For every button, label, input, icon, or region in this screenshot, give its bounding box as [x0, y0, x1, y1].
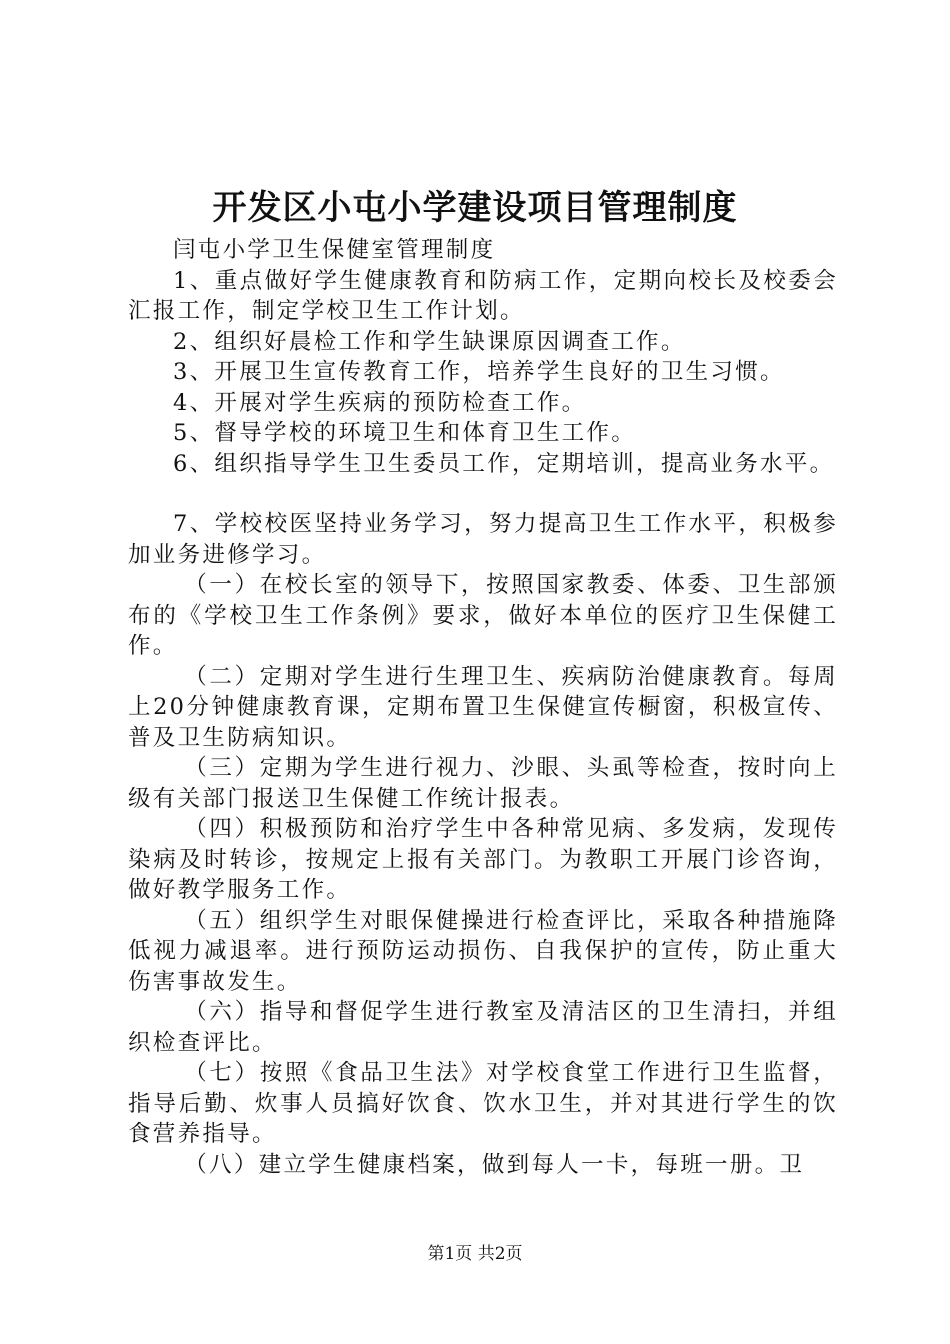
- paragraph-clause-3: （三）定期为学生进行视力、沙眼、头虱等检查，按时向上级有关部门报送卫生保健工作统计报表。: [128, 755, 838, 812]
- paragraph-clause-4: （四）积极预防和治疗学生中各种常见病、多发病，发现传染病及时转诊，按规定上报有关部门。为教职工开展门诊咨询，做好教学服务工作。: [128, 816, 838, 903]
- page-footer: 第1页 共2页: [427, 1244, 523, 1264]
- paragraph-item-3: 3、开展卫生宣传教育工作，培养学生良好的卫生习惯。: [173, 359, 785, 385]
- paragraph-clause-7: （七）按照《食品卫生法》对学校食堂工作进行卫生监督，指导后勤、炊事人员搞好饮食、饮水卫生，并对其进行学生的饮食营养指导。: [128, 1060, 838, 1147]
- paragraph-clause-8: （八）建立学生健康档案，做到每人一卡，每班一册。卫: [184, 1151, 805, 1178]
- paragraph-clause-2: （二）定期对学生进行生理卫生、疾病防治健康教育。每周上20分钟健康教育课，定期布置卫生保健宣传橱窗，积极宣传、普及卫生防病知识。: [128, 663, 838, 751]
- paragraph-clause-5: （五）组织学生对眼保健操进行检查评比，采取各种措施降低视力减退率。进行预防运动损伤、自我保护的宣传，防止重大伤害事故发生。: [128, 907, 838, 995]
- paragraph-item-2: 2、组织好晨检工作和学生缺课原因调查工作。: [173, 328, 686, 355]
- paragraph-item-1: 1、重点做好学生健康教育和防病工作，定期向校长及校委会汇报工作，制定学校卫生工作计划。: [128, 267, 838, 324]
- paragraph-clause-1: （一）在校长室的领导下，按照国家教委、体委、卫生部颁布的《学校卫生工作条例》要求，做好本单位的医疗卫生保健工作。: [128, 572, 838, 659]
- paragraph-item-5: 5、督导学校的环境卫生和体育卫生工作。: [173, 420, 637, 446]
- document-title: 开发区小屯小学建设项目管理制度: [212, 188, 738, 228]
- document-body: [128, 235, 838, 1180]
- section-heading: 闫屯小学卫生保健室管理制度: [173, 237, 496, 263]
- paragraph-item-6: 6、组织指导学生卫生委员工作，定期培训，提高业务水平。: [173, 450, 835, 477]
- paragraph-clause-6: （六）指导和督促学生进行教室及清洁区的卫生清扫，并组织检查评比。: [128, 999, 838, 1056]
- paragraph-item-4: 4、开展对学生疾病的预防检查工作。: [173, 389, 587, 416]
- paragraph-item-7: 7、学校校医坚持业务学习，努力提高卫生工作水平，积极参加业务进修学习。: [128, 511, 838, 568]
